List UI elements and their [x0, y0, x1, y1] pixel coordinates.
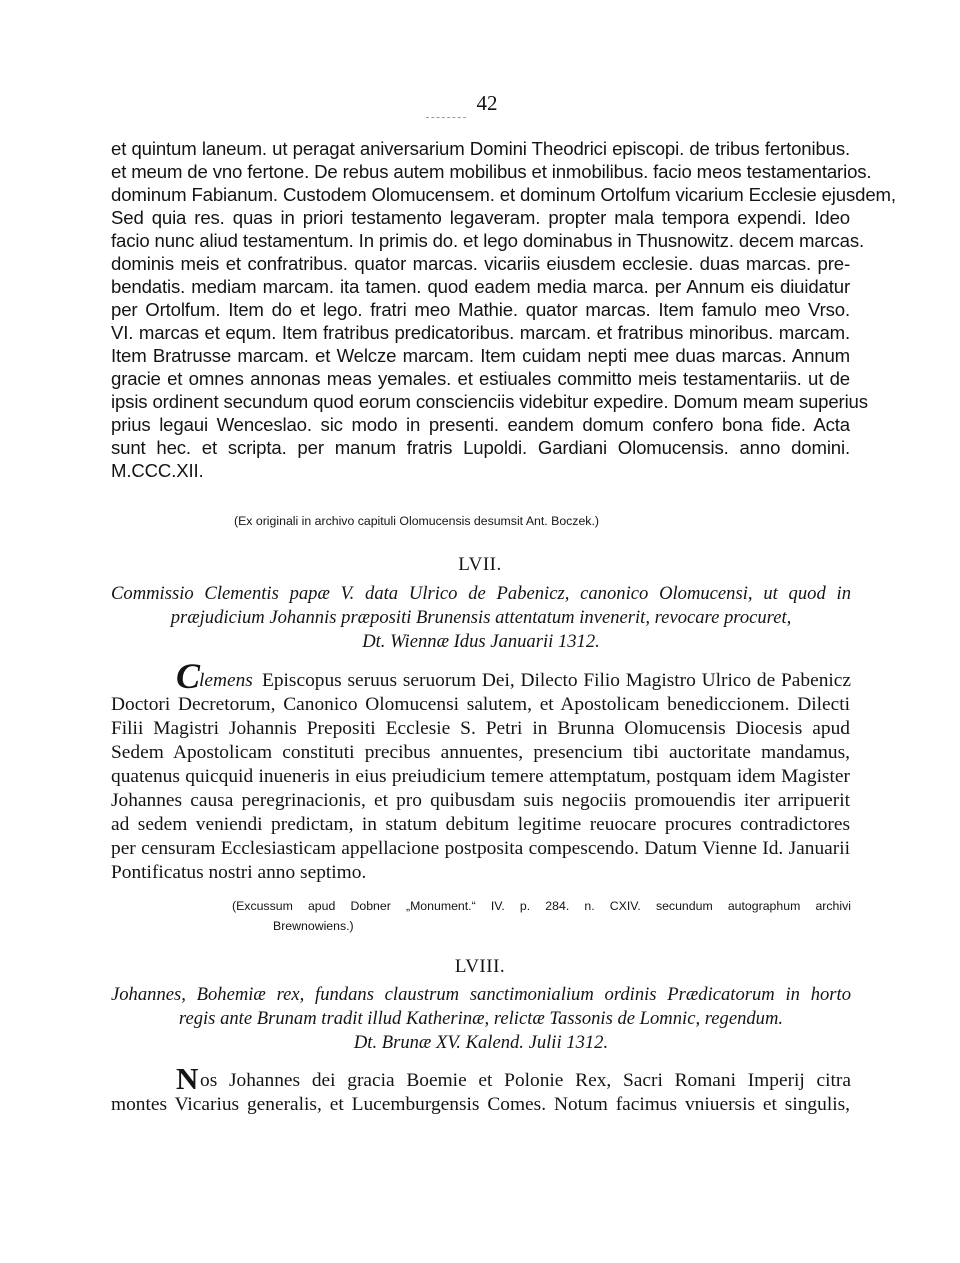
- doc2-regest-line: præjudicium Johannis præpositi Brunensis attentatum invenerit, revocare procuret,: [170, 607, 792, 628]
- doc2-number: LVII.: [458, 554, 502, 575]
- doc1-line: prius legaui Wenceslao. sic modo in presenti. eandem domum confero bona fide. Acta: [111, 414, 850, 435]
- doc2-first-word: lemens: [199, 670, 253, 691]
- doc2-line: Pontificatus nostri anno septimo.: [111, 862, 367, 883]
- doc1-line: sunt hec. et scripta. per manum fratris Lupoldi. Gardiani Olomucensis. anno domini.: [111, 437, 850, 458]
- doc3-number: LVIII.: [454, 956, 506, 977]
- doc2-line: Sedem Apostolicam constituti precibus annuentes, presencium tibi auctoritate mandamus,: [111, 742, 850, 763]
- doc2-regest-date: Dt. Wiennæ Idus Januarii 1312.: [362, 631, 600, 652]
- doc1-line: VI. marcas et equm. Item fratribus predicatoribus. marcam. et fratribus minoribus. marcam.: [111, 322, 850, 343]
- doc3-initial: N: [176, 1061, 199, 1096]
- doc1-line: M.CCC.XII.: [111, 460, 204, 481]
- doc2-initial: C: [176, 656, 201, 696]
- doc1-line: et quintum laneum. ut peragat aniversarium Domini Theodrici episcopi. de tribus fertonibus.: [111, 138, 850, 159]
- doc1-line: gracie et omnes annonas meas yemales. et estiuales committo meis testamentariis. ut de: [111, 368, 850, 389]
- doc2-line: ad sedem veniendi predictam, in statum debitum legitime reuocare procures contradictores: [111, 814, 850, 835]
- doc2-line: per censuram Ecclesiasticam appellacione postposita compescendo. Datum Vienne Id. Januarii: [111, 838, 850, 859]
- doc2-first-line: Episcopus seruus seruorum Dei, Dilecto Filio Magistro Ulrico de Pabenicz: [262, 670, 851, 691]
- doc1-line: dominum Fabianum. Custodem Olomucensem. et dominum Ortolfum vicarium Ecclesie ejusdem,: [111, 184, 896, 205]
- doc2-line: Doctori Decretorum, Canonico Olomucensi salutem, et Apostolicam benediccionem. Dilecti: [111, 694, 850, 715]
- page-number: 42: [476, 91, 498, 115]
- doc3-line: montes Vicarius generalis, et Lucemburgensis Comes. Notum facimus vniuersis et singulis,: [111, 1094, 850, 1115]
- doc3-regest-line: Johannes, Bohemiæ rex, fundans claustrum sanctimonialium ordinis Prædicatorum in horto: [111, 984, 851, 1005]
- doc2-line: quatenus quicquid inueneris in eius preiudicium temere attemptatum, postquam idem Magister: [111, 766, 850, 787]
- doc1-line: Item Bratrusse marcam. et Welcze marcam. Item cuidam nepti mee duas marcas. Annum: [111, 345, 850, 366]
- doc1-source-note: (Ex originali in archivo capituli Olomucensis desumsit Ant. Boczek.): [234, 514, 599, 528]
- doc1-line: ipsis ordinent secundum quod eorum conscienciis videbitur expedire. Domum meam superius: [111, 391, 868, 412]
- doc1-line: bendatis. mediam marcam. ita tamen. quod eadem media marca. per Annum eis diuidatur: [111, 276, 850, 297]
- doc2-source-note: (Excussum apud Dobner „Monument.“ IV. p. 284. n. CXIV. secundum autographum archivi: [232, 899, 851, 913]
- doc2-line: Johannes causa peregrinacionis, et pro quibusdam suis negociis promouendis iter arripuerit: [111, 790, 850, 811]
- doc2-source-note-cont: Brewnowiens.): [273, 919, 354, 933]
- doc1-line: per Ortolfum. Item do et lego. fratri meo Mathie. quator marcas. Item famulo meo Vrso.: [111, 299, 850, 320]
- doc1-line: et meum de vno fertone. De rebus autem mobilibus et inmobilibus. facio meos testamentarios.: [111, 161, 872, 182]
- page-number-rule: [426, 117, 466, 118]
- doc3-regest-date: Dt. Brunæ XV. Kalend. Julii 1312.: [353, 1032, 609, 1053]
- doc1-line: facio nunc aliud testamentum. In primis do. et lego dominabus in Thusnowitz. decem marcas.: [111, 230, 865, 251]
- doc3-first-line: os Johannes dei gracia Boemie et Polonie Rex, Sacri Romani Imperij citra: [200, 1070, 851, 1091]
- doc2-line: Filii Magistri Johannis Prepositi Ecclesie S. Petri in Brunna Olomucensis Diocesis apud: [111, 718, 850, 739]
- doc3-regest-line: regis ante Brunam tradit illud Katherinæ, relictæ Tassonis de Lomnic, regendum.: [178, 1008, 784, 1029]
- doc1-line: Sed quia res. quas in priori testamento legaveram. propter mala tempora expendi. Ideo: [111, 207, 850, 228]
- doc1-line: dominis meis et confratribus. quator marcas. vicariis eiusdem ecclesie. duas marcas. pre-: [111, 253, 850, 274]
- doc2-regest-line: Commissio Clementis papæ V. data Ulrico de Pabenicz, canonico Olomucensi, ut quod in: [111, 583, 851, 604]
